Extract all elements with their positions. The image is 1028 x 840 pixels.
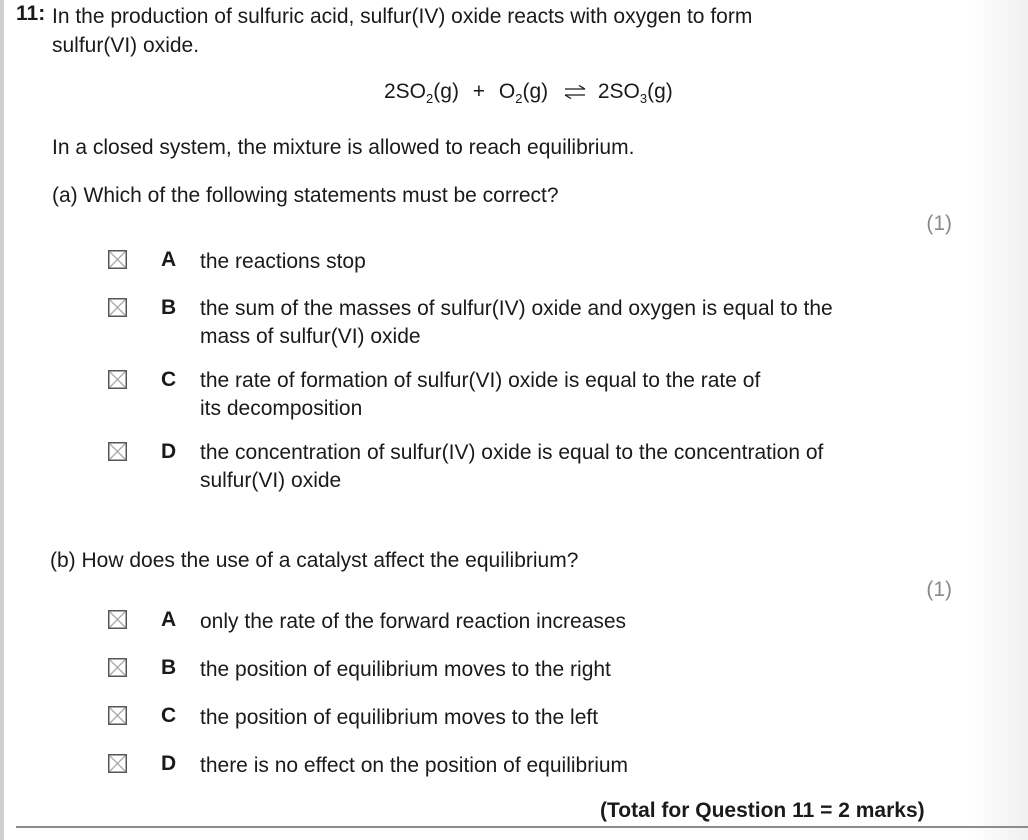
option-text: the position of equilibrium moves to the right bbox=[200, 658, 611, 681]
option-letter: D bbox=[161, 752, 177, 775]
crossed-checkbox-icon[interactable] bbox=[108, 442, 127, 461]
part-a-marks: (1) bbox=[926, 212, 952, 235]
page-edge-shadow bbox=[968, 0, 1028, 840]
option-letter: B bbox=[161, 656, 177, 679]
option-letter: C bbox=[161, 704, 177, 727]
part-b-marks: (1) bbox=[926, 578, 952, 601]
eq-reactant1: $2SO_2(g)$ bbox=[384, 80, 459, 107]
part-b-title: (b) How does the use of a catalyst affect the equilibrium? bbox=[50, 549, 579, 572]
crossed-checkbox-icon[interactable] bbox=[108, 250, 127, 269]
crossed-checkbox-icon[interactable] bbox=[108, 658, 127, 677]
option-letter: C bbox=[161, 368, 177, 391]
crossed-checkbox-icon[interactable] bbox=[108, 610, 127, 629]
option-text: the concentration of sulfur(IV) oxide is equal to the concentration of sulfur(VI) oxide bbox=[200, 441, 824, 492]
context-statement: In a closed system, the mixture is allowed to reach equilibrium. bbox=[52, 136, 635, 159]
option-text: the sum of the masses of sulfur(IV) oxide and oxygen is equal to the mass of sulfur(VI) oxide bbox=[200, 297, 833, 348]
crossed-checkbox-icon[interactable] bbox=[108, 754, 127, 773]
option-letter: B bbox=[161, 296, 177, 319]
option-text: there is no effect on the position of equilibrium bbox=[200, 754, 629, 777]
eq-reactant2: $O_2(g)$ bbox=[498, 80, 549, 107]
left-border bbox=[0, 0, 4, 840]
chemical-equation bbox=[384, 80, 673, 106]
eq-plus: + bbox=[472, 80, 486, 103]
question-total-marks: (Total for Question 11 = 2 marks) bbox=[600, 799, 925, 822]
option-text: the rate of formation of sulfur(VI) oxide is equal to the rate of its decomposition bbox=[200, 369, 761, 420]
option-letter: D bbox=[161, 440, 177, 463]
question-stem-line1: In the production of sulfuric acid, sulfur(IV) oxide reacts with oxygen to form bbox=[52, 5, 753, 28]
eq-product: $2SO_3(g)$ bbox=[597, 80, 673, 107]
option-letter: A bbox=[161, 608, 177, 631]
bottom-divider bbox=[16, 826, 1028, 828]
option-text: the reactions stop bbox=[200, 250, 366, 273]
crossed-checkbox-icon[interactable] bbox=[108, 706, 127, 725]
option-letter: A bbox=[161, 248, 177, 271]
option-text: only the rate of the forward reaction increases bbox=[200, 610, 627, 633]
crossed-checkbox-icon[interactable] bbox=[108, 298, 127, 317]
equilibrium-arrow-icon bbox=[564, 85, 586, 99]
question-stem-line2: sulfur(VI) oxide. bbox=[52, 34, 200, 57]
option-text: the position of equilibrium moves to the left bbox=[200, 706, 599, 729]
question-number: 11: bbox=[16, 2, 46, 25]
part-a-title: (a) Which of the following statements must be correct? bbox=[52, 184, 559, 207]
crossed-checkbox-icon[interactable] bbox=[108, 370, 127, 389]
